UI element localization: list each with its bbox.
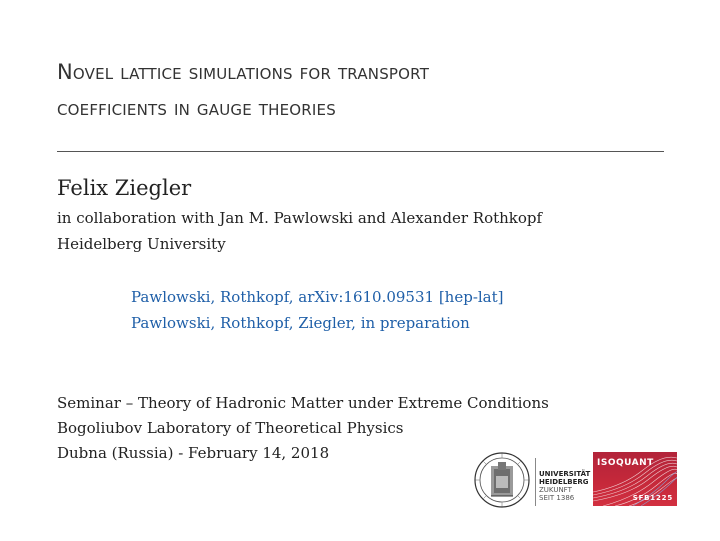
event-seminar: Seminar – Theory of Hadronic Matter under Extreme Conditions (57, 394, 549, 412)
event-laboratory: Bogoliubov Laboratory of Theoretical Physics (57, 419, 404, 437)
university-line-4: SEIT 1386 (539, 494, 575, 502)
isoquant-sfb: SFB1225 (632, 494, 673, 502)
isoquant-name: ISOQUANT (597, 458, 654, 468)
reference-1[interactable]: Pawlowski, Rothkopf, arXiv:1610.09531 [hep-lat] (131, 288, 504, 306)
logo-divider (535, 458, 536, 506)
author-name: Felix Ziegler (57, 176, 192, 200)
event-location-date: Dubna (Russia) - February 14, 2018 (57, 444, 330, 462)
university-line-3: ZUKUNFT (539, 486, 572, 494)
title-divider (57, 151, 664, 152)
university-wordmark (539, 470, 590, 502)
university-line-1: UNIVERSITÄT (539, 470, 591, 478)
title-line-1: Novel lattice simulations for transport (57, 60, 430, 84)
title-line-2: coefficients in gauge theories (57, 96, 336, 120)
isoquant-logo (593, 452, 677, 506)
collaboration-line: in collaboration with Jan M. Pawlowski and Alexander Rothkopf (57, 209, 543, 227)
reference-2: Pawlowski, Rothkopf, Ziegler, in preparation (131, 314, 470, 332)
university-seal-icon (474, 452, 530, 508)
university-line-2: HEIDELBERG (539, 478, 589, 486)
slide-title (57, 54, 677, 126)
affiliation: Heidelberg University (57, 235, 226, 253)
